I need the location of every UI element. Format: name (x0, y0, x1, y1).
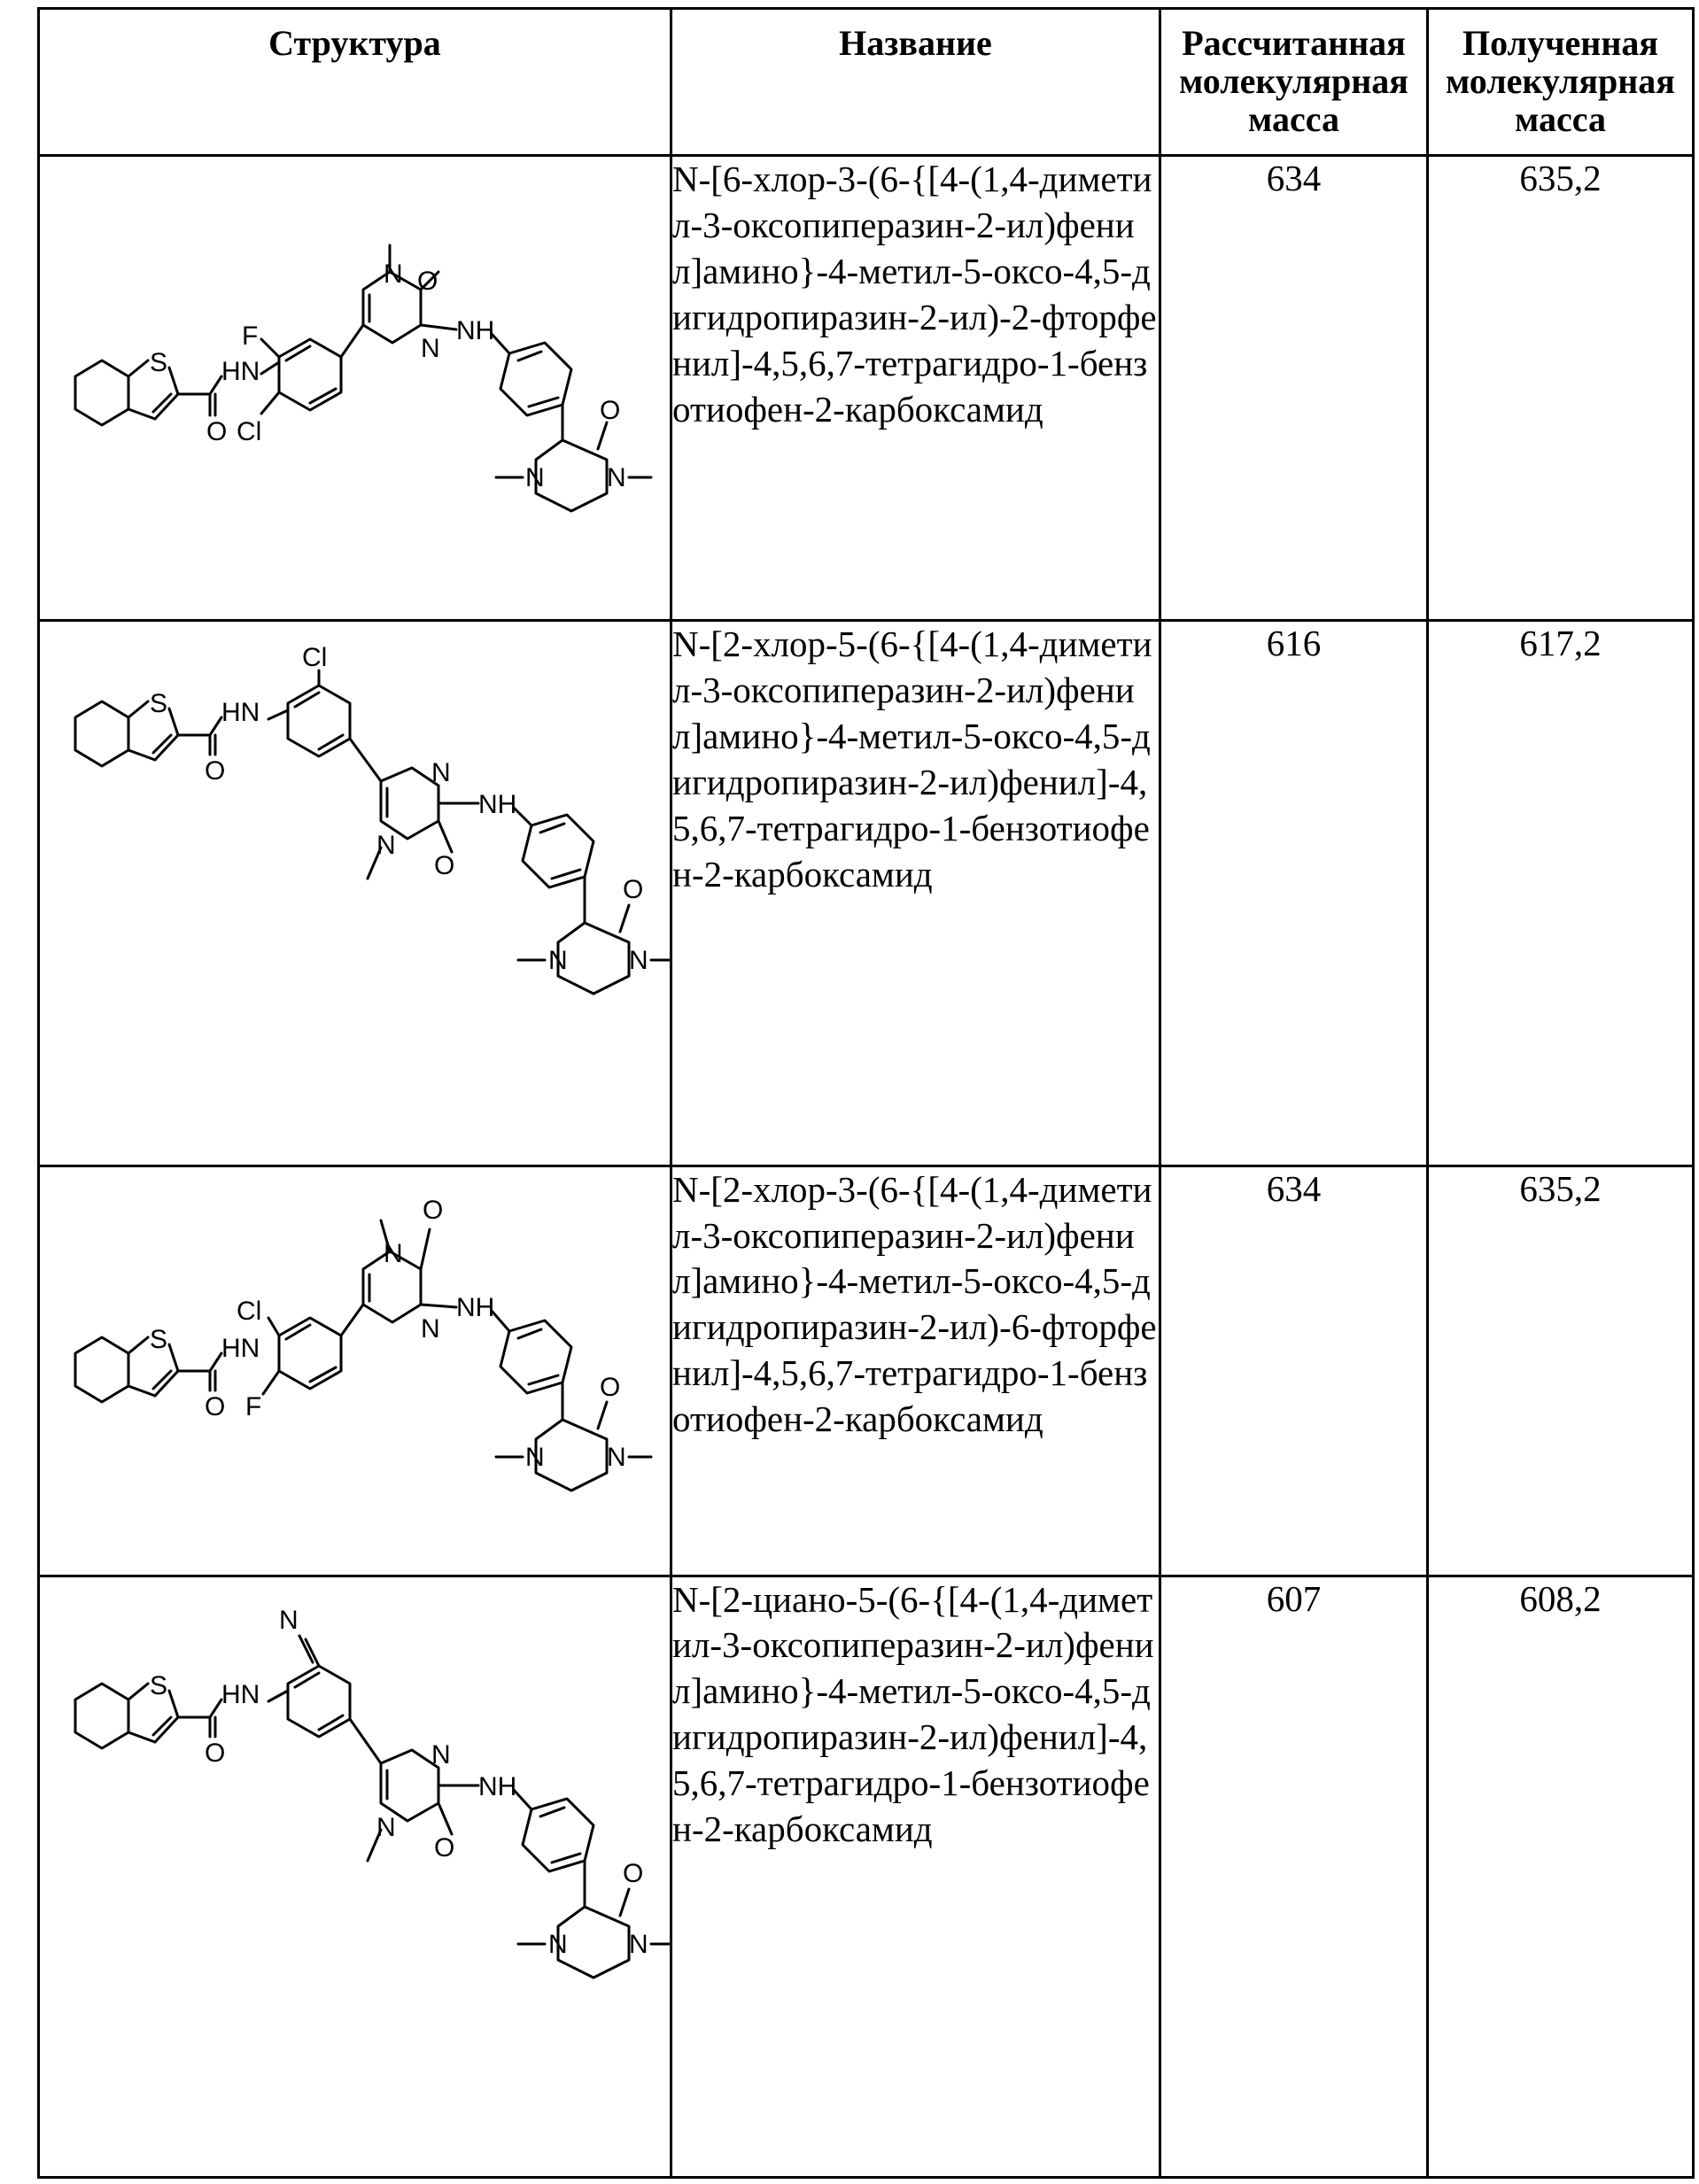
svg-text:N: N (629, 946, 648, 976)
table-row (39, 1576, 1694, 2177)
svg-text:Cl: Cl (237, 417, 262, 447)
header-structure: Структура (39, 9, 671, 156)
thiophene-carboxamide-cyano-phenyl-pyrazinone-structure-icon (40, 1577, 672, 2178)
svg-text:HN: HN (221, 1333, 260, 1363)
svg-text:N: N (421, 1313, 440, 1344)
calc-mass: 616 (1160, 621, 1428, 1166)
svg-text:NH: NH (478, 790, 517, 820)
compound-name: N-[6-хлор-3-(6-{[4-(1,4-диметил-3-оксопиперазин-2-ил)фенил]амино}-4-метил-5-оксо-4,5-дигидропиразин-2-ил)-2-фторфенил]-4,5,6,7-тетрагидро-1-бензотиофен-2-карбоксамид (671, 156, 1160, 621)
svg-text:S: S (150, 1670, 168, 1700)
svg-text:N: N (548, 946, 568, 976)
svg-text:F: F (245, 1391, 262, 1421)
svg-text:NH: NH (456, 316, 495, 346)
svg-text:S: S (150, 689, 168, 719)
svg-text:N: N (384, 259, 403, 290)
header-row (39, 9, 1694, 156)
svg-text:N: N (431, 758, 451, 788)
svg-text:O: O (434, 1832, 455, 1863)
svg-text:N: N (421, 334, 440, 364)
header-calc-mass: Рассчитанная молекулярная масса (1160, 9, 1428, 156)
svg-text:N: N (525, 463, 545, 493)
svg-text:Cl: Cl (237, 1296, 262, 1326)
svg-text:N: N (279, 1605, 299, 1635)
svg-text:O: O (423, 1195, 444, 1225)
svg-text:NH: NH (456, 1292, 495, 1322)
svg-text:O: O (623, 875, 644, 905)
calc-mass: 634 (1160, 1166, 1428, 1576)
svg-text:N: N (376, 831, 396, 861)
thiophene-carboxamide-chloro-phenyl-pyrazinone-structure-icon (40, 622, 672, 1166)
table-row (39, 1166, 1694, 1576)
calc-mass: 607 (1160, 1576, 1428, 2177)
found-mass: 617,2 (1428, 621, 1694, 1166)
svg-text:F: F (242, 321, 259, 352)
svg-text:O: O (417, 267, 438, 297)
thiophene-carboxamide-fluoro-chloro-phenyl-pyrazinone-structure-icon (40, 157, 672, 621)
structure-cell (39, 156, 671, 621)
svg-text:N: N (384, 1238, 403, 1268)
svg-text:O: O (600, 396, 621, 426)
found-mass: 635,2 (1428, 1166, 1694, 1576)
svg-text:S: S (150, 348, 168, 378)
svg-text:HN: HN (221, 1679, 260, 1709)
found-mass: 608,2 (1428, 1576, 1694, 2177)
svg-text:O: O (600, 1372, 621, 1402)
compound-name: N-[2-хлор-5-(6-{[4-(1,4-диметил-3-оксопиперазин-2-ил)фенил]амино}-4-метил-5-оксо-4,5-дигидропиразин-2-ил)фенил]-4,5,6,7-тетрагидро-1-бензотиофен-2-карбоксамид (671, 621, 1160, 1166)
svg-text:O: O (623, 1858, 644, 1888)
header-name: Название (671, 9, 1160, 156)
svg-text:O: O (434, 851, 455, 881)
svg-text:HN: HN (221, 357, 260, 387)
svg-text:N: N (629, 1929, 648, 1959)
structure-cell (39, 1166, 671, 1576)
svg-text:O: O (205, 1391, 226, 1421)
header-found-mass: Полученная молекулярная масса (1428, 9, 1694, 156)
svg-text:O: O (205, 1738, 226, 1768)
calc-mass: 634 (1160, 156, 1428, 621)
svg-text:N: N (607, 1442, 626, 1472)
table-row (39, 156, 1694, 621)
compound-table (37, 7, 1695, 2179)
svg-text:N: N (376, 1812, 396, 1842)
compound-name: N-[2-хлор-3-(6-{[4-(1,4-диметил-3-оксопиперазин-2-ил)фенил]амино}-4-метил-5-оксо-4,5-дигидропиразин-2-ил)-6-фторфенил]-4,5,6,7-тетрагидро-1-бензотиофен-2-карбоксамид (671, 1166, 1160, 1576)
svg-text:O: O (206, 417, 228, 447)
structure-cell (39, 1576, 671, 2177)
svg-text:S: S (150, 1324, 168, 1354)
svg-text:N: N (548, 1929, 568, 1959)
svg-text:O: O (205, 756, 226, 786)
found-mass: 635,2 (1428, 156, 1694, 621)
compound-name: N-[2-циано-5-(6-{[4-(1,4-диметил-3-оксопиперазин-2-ил)фенил]амино}-4-метил-5-оксо-4,5-дигидропиразин-2-ил)фенил]-4,5,6,7-тетрагидро-1-бензотиофен-2-карбоксамид (671, 1576, 1160, 2177)
svg-text:NH: NH (478, 1771, 517, 1801)
svg-text:HN: HN (221, 698, 260, 728)
svg-text:N: N (607, 463, 626, 493)
structure-cell (39, 621, 671, 1166)
svg-text:Cl: Cl (302, 643, 328, 673)
table-row (39, 621, 1694, 1166)
thiophene-carboxamide-chloro-fluoro-phenyl-pyrazinone-structure-icon (40, 1167, 672, 1576)
svg-text:N: N (525, 1442, 545, 1472)
svg-text:N: N (431, 1739, 451, 1770)
